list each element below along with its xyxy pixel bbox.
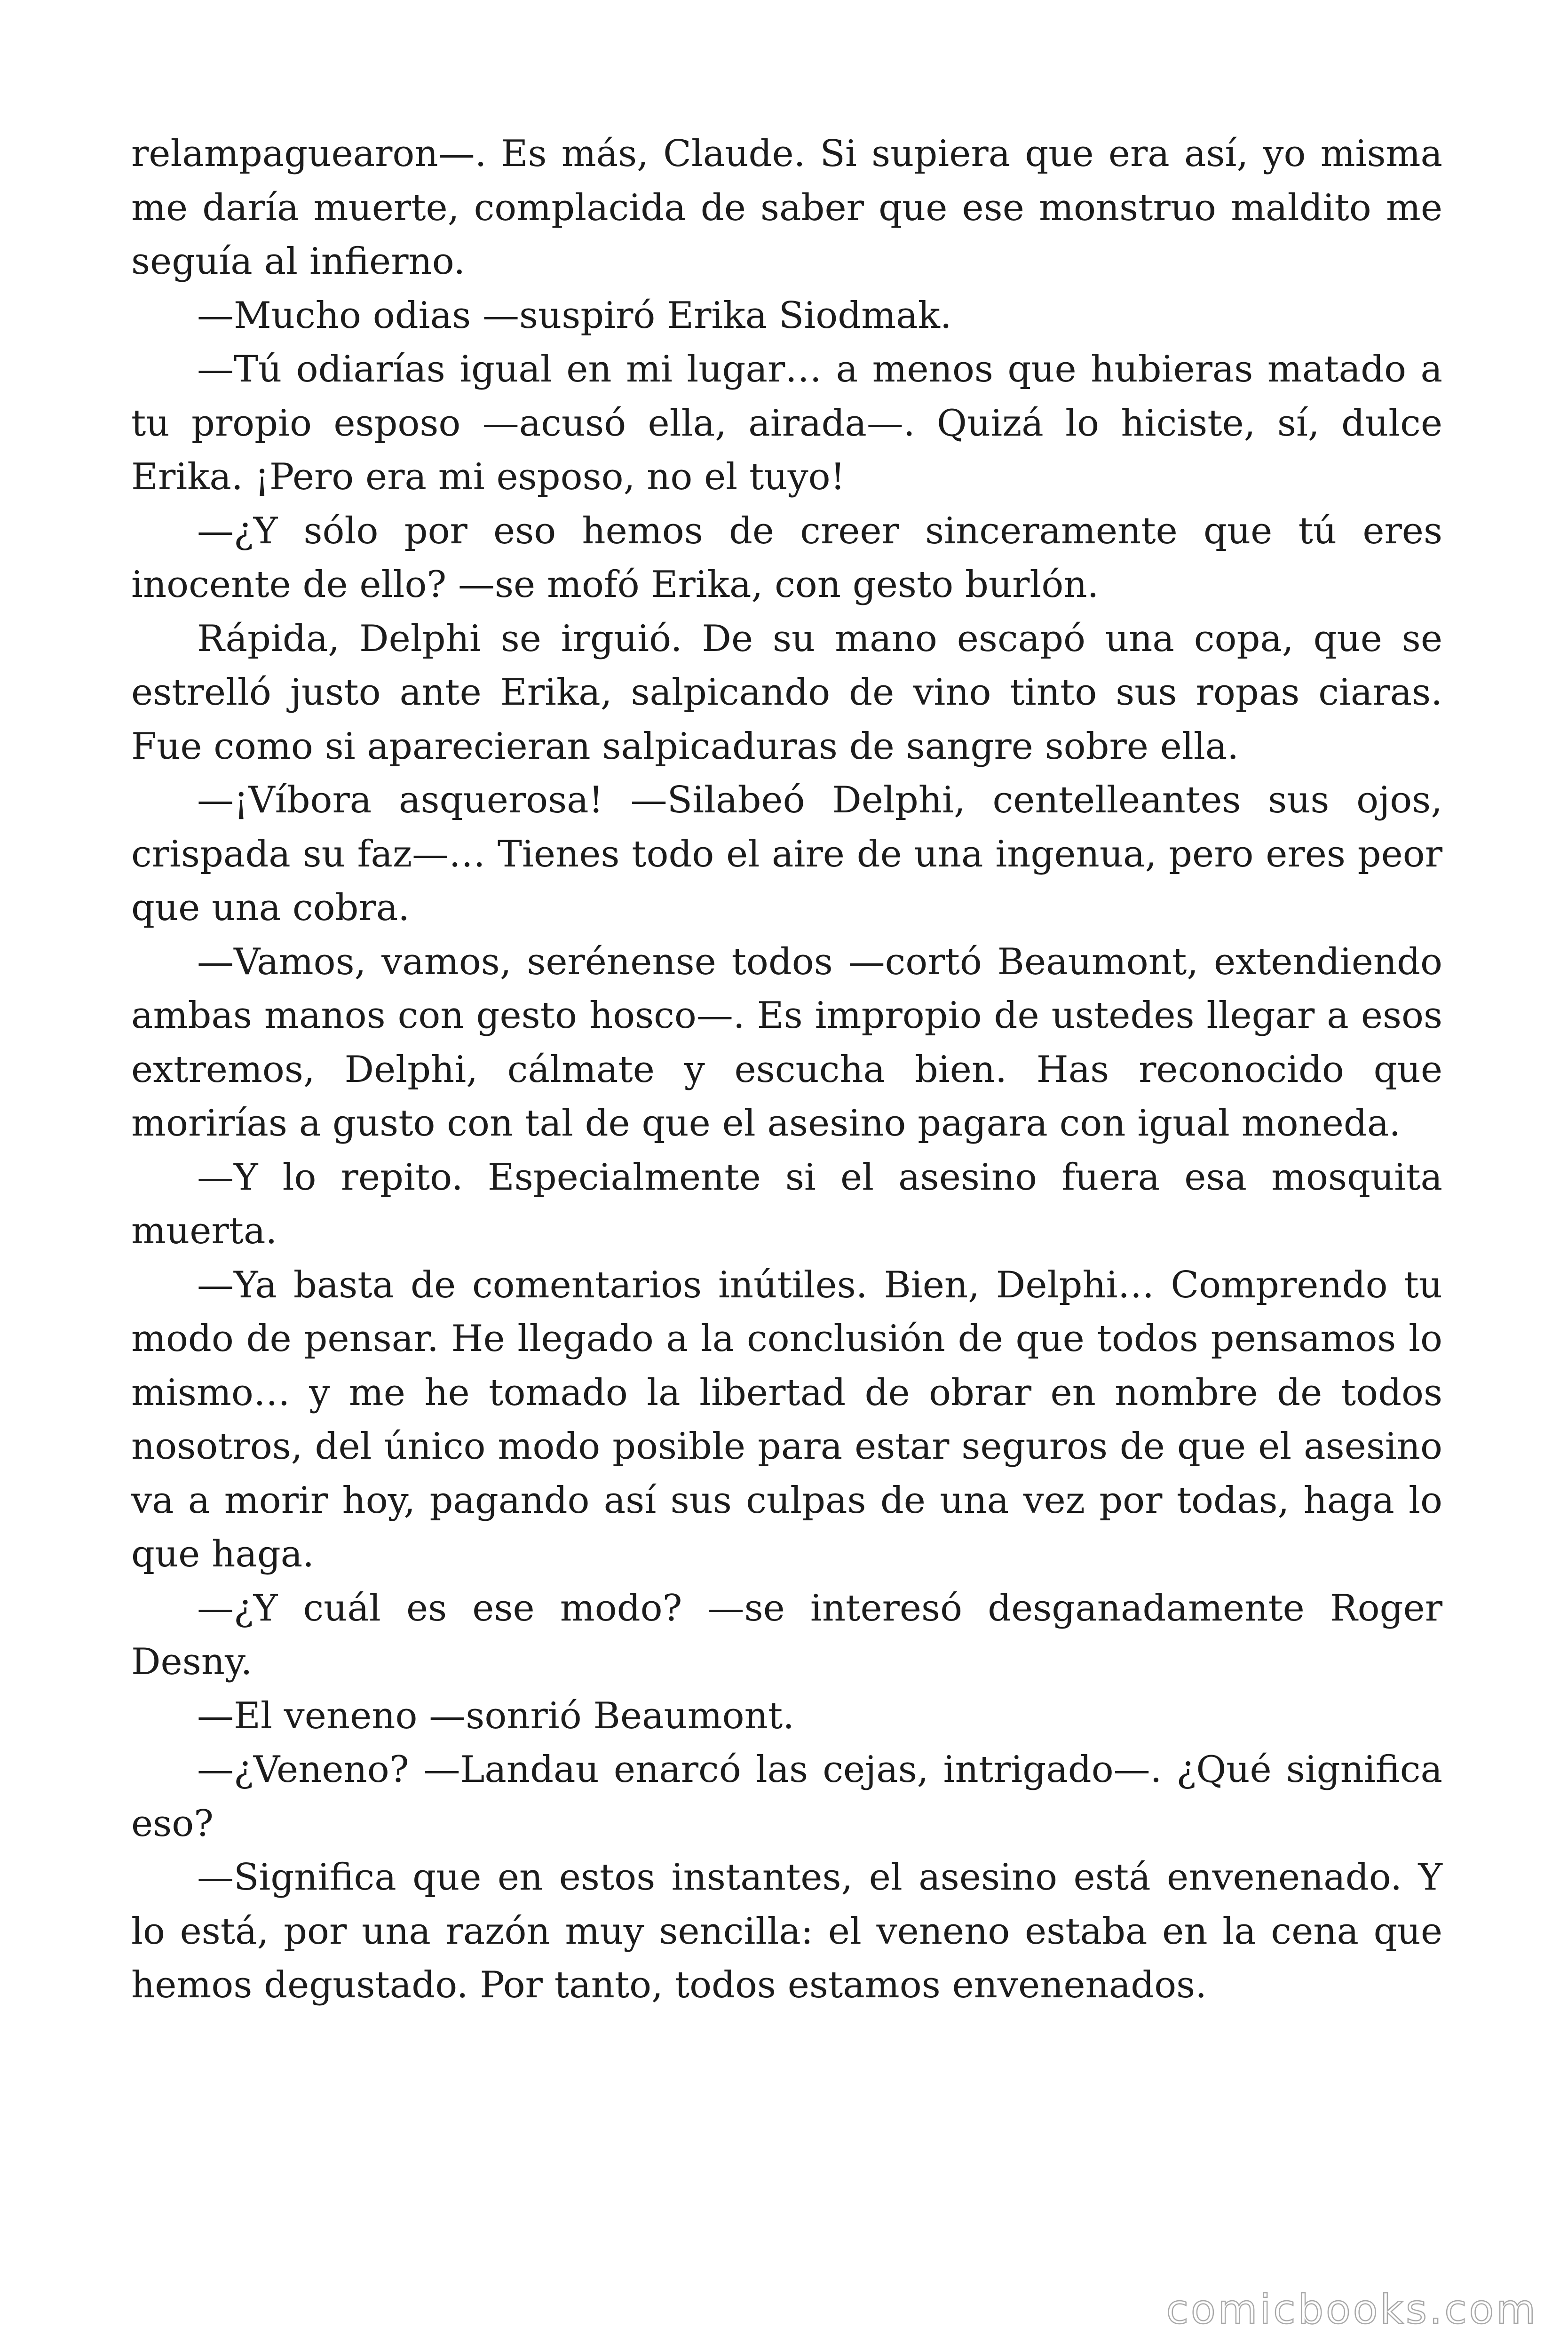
paragraph-10: —¿Y cuál es ese modo? —se interesó desganadamente Roger Desny. [131, 1587, 1442, 1683]
paragraph-13: —Significa que en estos instantes, el asesino está envenenado. Y lo está, por una razón muy sencilla: el veneno estaba en la cena que hemos degustado. Por tanto, todos estamos envenenados. [131, 1856, 1442, 2006]
paragraph-4: —¿Y sólo por eso hemos de creer sinceramente que tú eres inocente de ello? —se mofó Erika, con gesto burlón. [131, 509, 1442, 606]
paragraph-12: —¿Veneno? —Landau enarcó las cejas, intrigado—. ¿Qué significa eso? [131, 1748, 1442, 1845]
paragraph-7: —Vamos, vamos, serénense todos —cortó Beaumont, extendiendo ambas manos con gesto hosco—. Es impropio de ustedes llegar a esos extremos, Delphi, cálmate y escucha bien. Has reconocido que morirías a gusto con tal de que el asesino pagara con igual moneda. [131, 940, 1442, 1144]
paragraph-1: relampaguearon—. Es más, Claude. Si supiera que era así, yo misma me daría muerte, complacida de saber que ese monstruo maldito me seguía al infierno. [131, 133, 1442, 283]
watermark: comicbooks.com [1166, 2286, 1538, 2333]
paragraph-2: —Mucho odias —suspiró Erika Siodmak. [197, 294, 952, 337]
paragraph-9: —Ya basta de comentarios inútiles. Bien, Delphi… Comprendo tu modo de pensar. He llegado a la conclusión de que todos pensamos lo mismo… y me he tomado la libertad de obrar en nombre de todos nosotros, del único modo posible para estar seguros de que el asesino va a morir hoy, pagando así sus culpas de una vez por todas, haga lo que haga. [131, 1263, 1442, 1575]
paragraph-11: —El veneno —sonrió Beaumont. [197, 1694, 795, 1737]
book-page [131, 127, 1442, 2197]
paragraph-5: Rápida, Delphi se irguió. De su mano escapó una copa, que se estrelló justo ante Erika, salpicando de vino tinto sus ropas ciaras. Fue como si aparecieran salpicaduras de sangre sobre ella. [131, 617, 1442, 768]
paragraph-8: —Y lo repito. Especialmente si el asesino fuera esa mosquita muerta. [131, 1156, 1442, 1252]
paragraph-3: —Tú odiarías igual en mi lugar… a menos que hubieras matado a tu propio esposo —acusó ella, airada—. Quizá lo hiciste, sí, dulce Erika. ¡Pero era mi esposo, no el tuyo! [131, 348, 1442, 498]
paragraph-6: —¡Víbora asquerosa! —Silabeó Delphi, centelleantes sus ojos, crispada su faz—… Tienes todo el aire de una ingenua, pero eres peor que una cobra. [131, 779, 1442, 929]
